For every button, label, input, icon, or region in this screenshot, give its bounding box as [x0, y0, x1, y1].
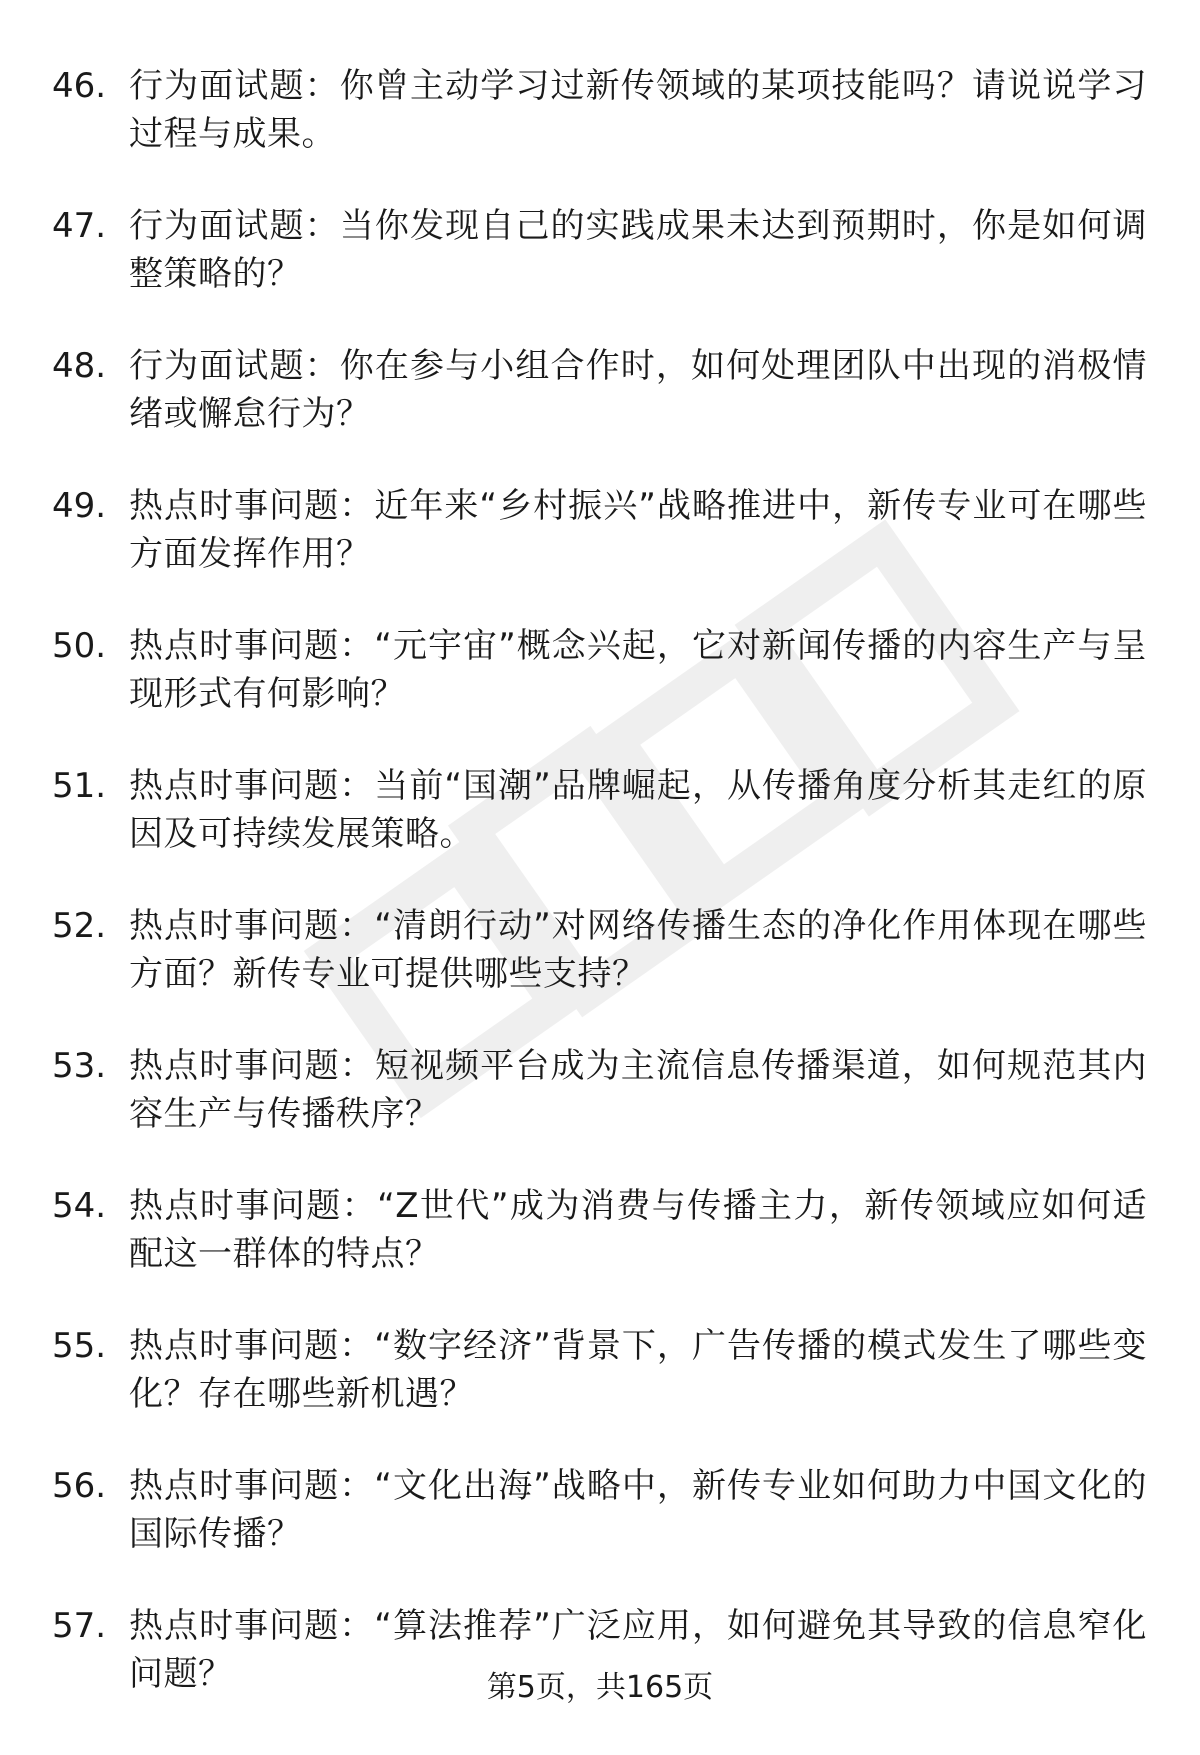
list-item	[52, 762, 1147, 858]
item-text: 行为面试题：当你发现自己的实践成果未达到预期时，你是如何调整策略的？	[129, 206, 1147, 294]
item-number: 51.	[52, 766, 107, 806]
list-item	[52, 1322, 1147, 1418]
list-item	[52, 1042, 1147, 1138]
item-number: 48.	[52, 346, 107, 386]
item-text: 行为面试题：你曾主动学习过新传领域的某项技能吗？请说说学习过程与成果。	[129, 66, 1147, 154]
item-text: 热点时事问题：“数字经济”背景下，广告传播的模式发生了哪些变化？存在哪些新机遇？	[129, 1326, 1147, 1414]
list-item	[52, 342, 1147, 438]
item-number: 57.	[52, 1606, 107, 1646]
item-number: 56.	[52, 1466, 107, 1506]
list-item	[52, 62, 1147, 158]
list-item	[52, 1462, 1147, 1558]
item-text: 热点时事问题：“文化出海”战略中，新传专业如何助力中国文化的国际传播？	[129, 1466, 1147, 1554]
item-text: 热点时事问题：“清朗行动”对网络传播生态的净化作用体现在哪些方面？新传专业可提供哪些支持？	[129, 906, 1147, 994]
list-item	[52, 202, 1147, 298]
item-number: 54.	[52, 1186, 107, 1226]
question-list	[52, 62, 1147, 1742]
item-number: 53.	[52, 1046, 107, 1086]
item-number: 55.	[52, 1326, 107, 1366]
item-text: 热点时事问题：“元宇宙”概念兴起，它对新闻传播的内容生产与呈现形式有何影响？	[129, 626, 1147, 714]
item-number: 52.	[52, 906, 107, 946]
item-text: 热点时事问题：短视频平台成为主流信息传播渠道，如何规范其内容生产与传播秩序？	[129, 1046, 1147, 1134]
item-number: 50.	[52, 626, 107, 666]
list-item	[52, 622, 1147, 718]
item-text: 热点时事问题：近年来“乡村振兴”战略推进中，新传专业可在哪些方面发挥作用？	[129, 486, 1147, 574]
page-footer: 第5页，共165页	[486, 1670, 714, 1705]
item-text: 热点时事问题：“算法推荐”广泛应用，如何避免其导致的信息窄化问题？	[129, 1606, 1147, 1694]
item-text: 热点时事问题：“Z世代”成为消费与传播主力，新传领域应如何适配这一群体的特点？	[129, 1186, 1147, 1274]
item-number: 47.	[52, 206, 107, 246]
list-item	[52, 902, 1147, 998]
item-text: 行为面试题：你在参与小组合作时，如何处理团队中出现的消极情绪或懈怠行为？	[129, 346, 1147, 434]
list-item	[52, 1182, 1147, 1278]
item-number: 46.	[52, 66, 107, 106]
item-number: 49.	[52, 486, 107, 526]
item-text: 热点时事问题：当前“国潮”品牌崛起，从传播角度分析其走红的原因及可持续发展策略。	[129, 766, 1147, 854]
list-item	[52, 482, 1147, 578]
